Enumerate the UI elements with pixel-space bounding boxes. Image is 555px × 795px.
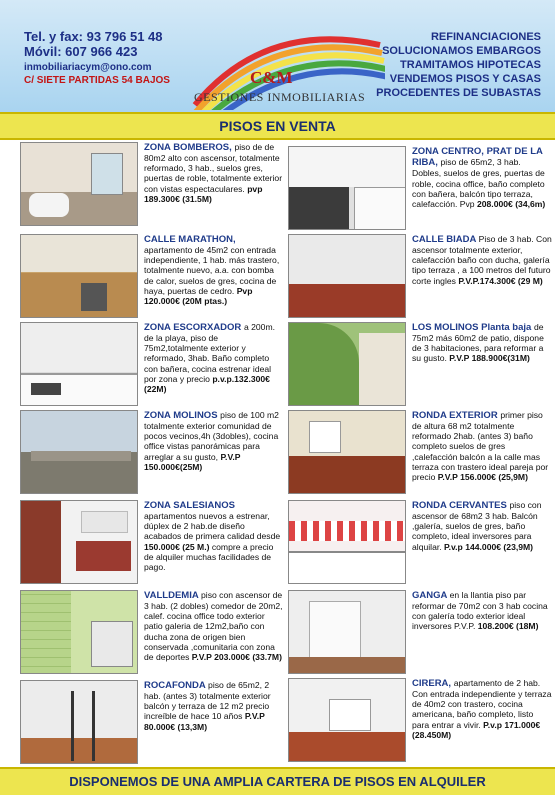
listing-price: P.V.P 156.000€ (25,9M) xyxy=(437,471,528,482)
mobile: Móvil: 607 966 423 xyxy=(24,43,138,59)
listing-body: apartamento de 45m2 con entrada independiente, 1 hab. más trastero, totalmente nuevo, a.a. con bomba de calor, suelos de gres, cocina de haya, puertas de cedro. xyxy=(144,245,280,296)
listing-title: GANGA xyxy=(412,590,450,601)
listing-text xyxy=(144,322,284,406)
listing-title: ROCAFONDA xyxy=(144,680,209,691)
listing-body: a 200m. de la playa, piso de 75m2,totalmente exterior y reformado, 3hab. Baño completo con bañera, cocina estrenar ideal por zona y precio xyxy=(144,322,275,384)
listing-photo xyxy=(288,590,406,674)
listing-text xyxy=(144,410,284,494)
listing-body: piso de de 80m2 alto con ascensor, totalmente reformado, 3 hab., suelos gres, puertas de roble, totalmente exterior con vistas espectaculares. xyxy=(144,142,283,194)
header xyxy=(0,0,555,112)
listing-photo xyxy=(288,410,406,494)
listing-photo xyxy=(20,322,138,406)
listing-text xyxy=(412,678,552,762)
logo xyxy=(190,20,385,110)
listing-card[interactable] xyxy=(20,590,282,674)
listing-title: ZONA MOLINOS xyxy=(144,410,221,421)
listing-card[interactable] xyxy=(20,234,282,318)
listing-title: ZONA CENTRO, PRAT DE LA RIBA, xyxy=(412,146,543,169)
listing-price: p.v.p.132.300€ (22M) xyxy=(144,373,270,394)
listing-card[interactable] xyxy=(288,500,550,584)
listing-photo xyxy=(20,142,138,226)
listing-price: 150.000€ (25 M.) xyxy=(144,541,212,552)
listing-text xyxy=(144,680,284,764)
listing-photo xyxy=(288,234,406,318)
listing-body: apartamento de 2 hab. Con entrada independiente y terraza de 40m2 con trastero, cocina americana, baño completo, listo para entrar a vivir. xyxy=(412,678,552,730)
listing-photo xyxy=(20,410,138,494)
listing-photo xyxy=(20,590,138,674)
listing-price: P.V.P 80.000€ (13,3M) xyxy=(144,711,265,732)
listing-body: apartamentos nuevos a estrenar, dúplex de 2 hab.de diseño acabados de primera calidad desde xyxy=(144,511,281,542)
listing-card[interactable] xyxy=(288,678,550,762)
listing-card[interactable] xyxy=(20,322,282,406)
listing-text xyxy=(144,500,284,584)
listing-title: RONDA CERVANTES xyxy=(412,500,510,511)
section-title: PISOS EN VENTA xyxy=(0,112,555,140)
listing-body: en la llantia piso par reformar de 70m2 con 3 hab cocina con galería todo exterior ideal inversores P.V.P. xyxy=(412,590,548,632)
listing-body: primer piso de altura 68 m2 totalmente reformado 2hab. (antes 3) baño completo suelos de gres ,calefacción balcón a la calle mas terraza con trastero ideal pareja por precio xyxy=(412,410,549,482)
email: inmobiliariacym@ono.com xyxy=(24,61,152,73)
listing-price: P.V.P.174.300€ (29 M) xyxy=(458,275,543,286)
listing-text xyxy=(144,590,284,674)
listing-title: ZONA SALESIANOS xyxy=(144,500,235,511)
service-item: TRAMITAMOS HIPOTECAS xyxy=(400,59,541,72)
listing-photo xyxy=(20,234,138,318)
service-item: PROCEDENTES DE SUBASTAS xyxy=(376,87,541,100)
listing-title: CALLE MARATHON, xyxy=(144,234,236,245)
listing-body: piso de 65m2, 3 hab. Dobles, suelos de gres, puertas de roble, cocina office, baño completo con bañera, balcón tipo terraza, calefacción. Pvp xyxy=(412,157,545,209)
listing-price: 208.000€ (34,6m) xyxy=(476,198,546,209)
listing-price: P.V.P 188.900€(31M) xyxy=(449,353,530,364)
logo-subtitle: GESTIONES INMOBILIARIAS xyxy=(194,90,366,104)
listing-photo xyxy=(288,146,406,230)
listing-text xyxy=(412,590,552,674)
listing-price: P.v.p 144.000€ (23,9M) xyxy=(444,541,534,552)
listing-card[interactable] xyxy=(288,146,550,230)
listing-body: Piso de 3 hab. Con ascensor totalmente exterior, calefacción baño con ducha, galería tipo terraza , a 100 metros del futuro corte ingles xyxy=(412,234,552,286)
contact-block xyxy=(24,30,170,87)
listing-title: VALLDEMIA xyxy=(144,590,201,601)
listing-text xyxy=(144,142,284,226)
service-item: VENDEMOS PISOS Y CASAS xyxy=(389,73,541,86)
listing-title: LOS MOLINOS Planta baja xyxy=(412,322,534,333)
services-list xyxy=(376,30,541,100)
listing-card[interactable] xyxy=(20,500,282,584)
listing-text xyxy=(412,500,552,584)
listing-text xyxy=(144,234,284,318)
listing-price: P.V.P 203.000€ (33.7M) xyxy=(191,651,282,662)
listing-card[interactable] xyxy=(288,410,550,494)
listing-title: ZONA BOMBEROS, xyxy=(144,142,235,153)
listing-card[interactable] xyxy=(288,234,550,318)
listing-text xyxy=(412,410,552,494)
listing-body: piso de 65m2, 2 hab. (antes 3) totalmente exterior balcón y terraza de 12 m2 precio increíble de hace 10 años xyxy=(144,680,271,722)
listing-text xyxy=(412,234,552,318)
address: C/ SIETE PARTIDAS 54 BAJOS xyxy=(24,75,170,87)
listing-title: ZONA ESCORXADOR xyxy=(144,322,244,333)
phone: Tel. y fax: 93 796 51 48 xyxy=(24,29,163,44)
listing-body: piso de 100 m2 totalmente exterior comunidad de pocos vecinos,4h (3dobles), cocina office vistas panorámicas para arreglar a su gusto, xyxy=(144,410,279,462)
listing-card[interactable] xyxy=(20,142,282,226)
listing-title: RONDA EXTERIOR xyxy=(412,410,501,421)
listing-photo xyxy=(288,500,406,584)
listing-body: de 75m2 más 60m2 de patio, dispone de 3 habitaciones, para reformar a su gusto. xyxy=(412,322,544,364)
service-item: REFINANCIACIONES xyxy=(430,31,541,43)
listing-card[interactable] xyxy=(20,680,282,764)
listing-price: 108.200€ (18M) xyxy=(477,621,539,632)
listing-photo xyxy=(20,500,138,584)
listing-body: piso con ascensor de 68m2 3 hab. Balcón ,galería, suelos de gres, baño completo, ideal inversores para alquilar. xyxy=(412,500,542,552)
listing-price: pvp 189.300€ (31.5M) xyxy=(144,183,263,204)
listing-text xyxy=(412,146,552,230)
listing-body: piso con ascensor de 3 hab. (2 dobles) comedor de 20m2, calef. cocina office todo exterior patio galeria de 12m2,baño con ducha zona de origen bien conservada ,comunitaria con zona de deportes xyxy=(144,590,283,662)
listing-photo xyxy=(288,322,406,406)
footer-banner: DISPONEMOS DE UNA AMPLIA CARTERA DE PISOS EN ALQUILER xyxy=(0,767,555,795)
logo-letters: C&M xyxy=(250,68,293,87)
listing-card[interactable] xyxy=(288,322,550,406)
listing-photo xyxy=(288,678,406,762)
service-item: SOLUCIONAMOS EMBARGOS xyxy=(382,45,541,58)
listing-card[interactable] xyxy=(288,590,550,674)
listing-photo xyxy=(20,680,138,764)
listing-title: CIRERA, xyxy=(412,678,454,689)
listing-price: P.V.P 150.000€(25M) xyxy=(144,451,241,472)
listing-title: CALLE BIADA xyxy=(412,234,479,245)
listing-text xyxy=(412,322,552,406)
listing-price: Pvp 120.000€ (20M ptas.) xyxy=(144,285,253,306)
listing-price: P.v.p 171.000€ (28.450M) xyxy=(412,719,541,740)
listing-tail: compre a precio de alquiler muchas facilidades de pago. xyxy=(144,541,274,572)
listing-card[interactable] xyxy=(20,410,282,494)
